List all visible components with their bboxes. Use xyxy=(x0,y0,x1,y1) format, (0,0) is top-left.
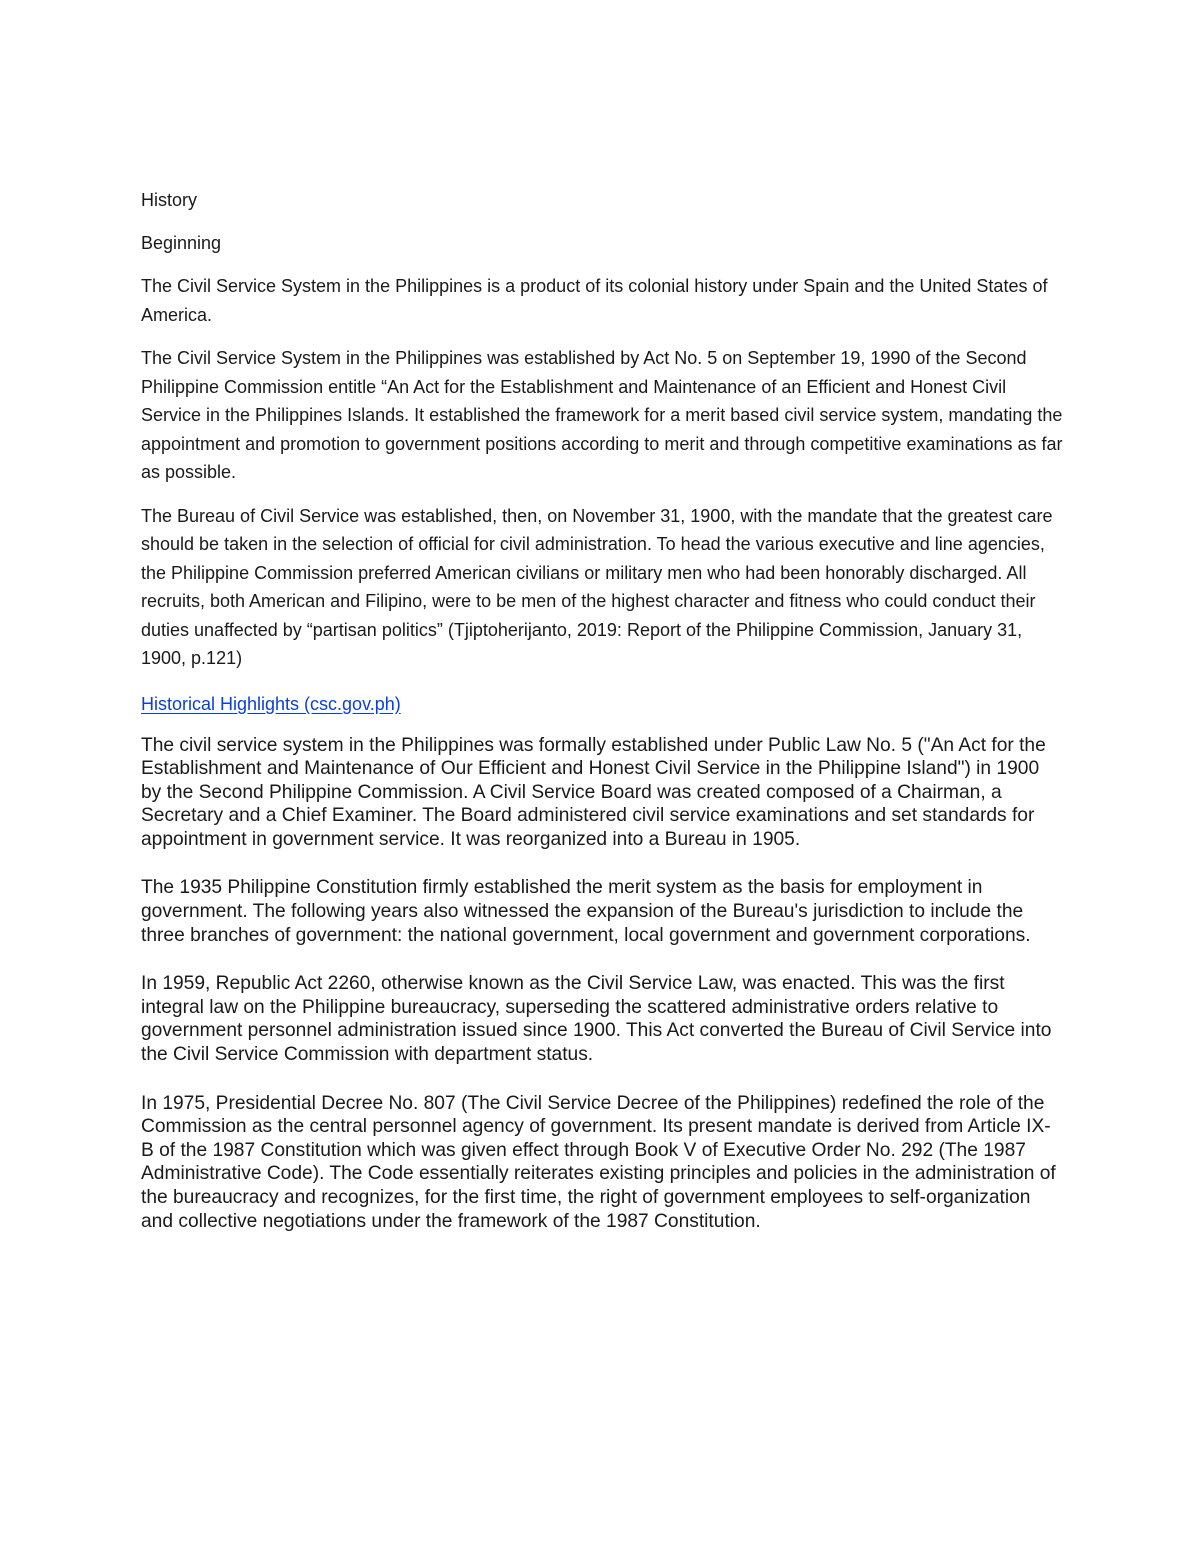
document-title: History xyxy=(141,190,198,210)
paragraph-public-law-no-5: The civil service system in the Philippines was formally established under Public Law No. 5 ("An Act for the Establishment and Maintenance of Our Efficient and Honest Civil Service in the Philippine Island") in 1900 by the Second Philippine Commission. A Civil Service Board was created composed of a Chairman, a Secretary and a Chief Examiner. The Board administered civil service examinations and set standards for appointment in government service. It was reorganized into a Bureau in 1905. xyxy=(141,734,1046,850)
paragraph-presidential-decree-807: In 1975, Presidential Decree No. 807 (The Civil Service Decree of the Philippines) redefined the role of the Commission as the central personnel agency of government. Its present mandate is derived from Article IX-B of the 1987 Constitution which was given effect through Book V of Executive Order No. 292 (The 1987 Administrative Code). The Code essentially reiterates existing principles and policies in the administration of the bureaucracy and recognizes, for the first time, the right of government employees to self-organization and collective negotiations under the framework of the 1987 Constitution. xyxy=(141,1092,1056,1232)
paragraph-act-no-5: The Civil Service System in the Philippines was established by Act No. 5 on September 19, 1990 of the Second Philippine Commission entitle “An Act for the Establishment and Maintenance of an Efficient and Honest Civil Service in the Philippines Islands. It established the framework for a merit based civil service system, mandating the appointment and promotion to government positions according to merit and through competitive examinations as far as possible. xyxy=(141,348,1063,482)
paragraph-1935-constitution: The 1935 Philippine Constitution firmly established the merit system as the basis for employment in government. The following years also witnessed the expansion of the Bureau's jurisdiction to include the three branches of government: the national government, local government and government corporations. xyxy=(141,877,1031,946)
paragraph-colonial-history: The Civil Service System in the Philippines is a product of its colonial history under Spain and the United States of America. xyxy=(141,276,1048,325)
document-body xyxy=(141,186,1063,1258)
paragraph-bureau-of-civil-service: The Bureau of Civil Service was established, then, on November 31, 1900, with the mandate that the greatest care should be taken in the selection of official for civil administration. To head the various executive and line agencies, the Philippine Commission preferred American civilians or military men who had been honorably discharged. All recruits, both American and Filipino, were to be men of the highest character and fitness who could conduct their duties unaffected by “partisan politics” (Tjiptoherijanto, 2019: Report of the Philippine Commission, January 31, 1900, p.121) xyxy=(141,505,1053,668)
section-heading-beginning: Beginning xyxy=(141,233,222,253)
paragraph-republic-act-2260: In 1959, Republic Act 2260, otherwise known as the Civil Service Law, was enacted. This was the first integral law on the Philippine bureaucracy, superseding the scattered administrative orders relative to government personnel administration issued since 1900. This Act converted the Bureau of Civil Service into the Civil Service Commission with department status. xyxy=(141,973,1052,1066)
historical-highlights-link[interactable]: Historical Highlights (csc.gov.ph) xyxy=(141,693,401,714)
